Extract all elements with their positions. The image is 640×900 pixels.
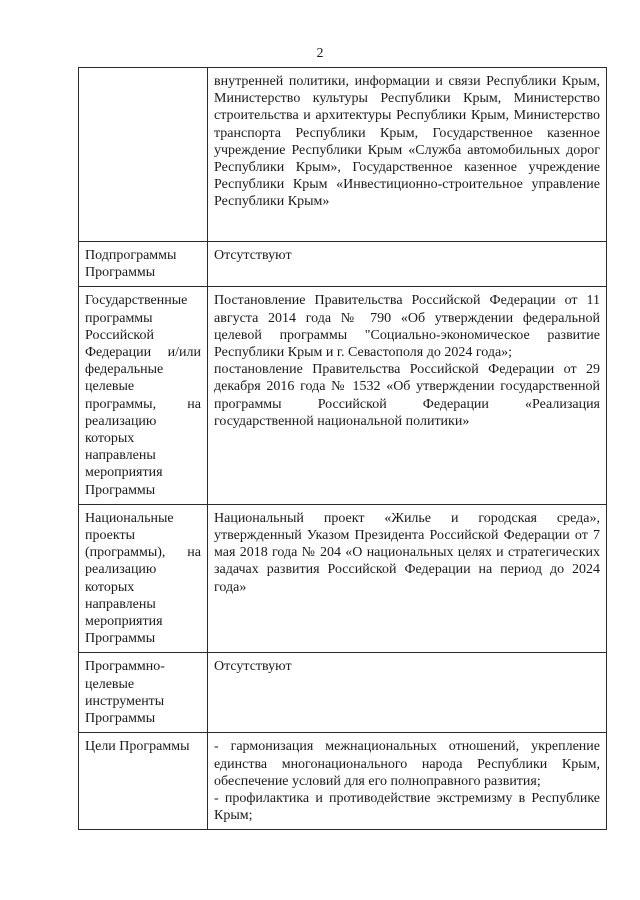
label-line: реализацию <box>85 562 157 578</box>
label-line: инструменты <box>85 693 165 709</box>
label-line: Программно- <box>85 659 165 675</box>
label-line: Государственные <box>85 293 188 309</box>
row-label-subprograms <box>79 242 208 287</box>
table-row-state-programs <box>79 287 607 504</box>
label-line: направлены <box>85 596 156 612</box>
label-line <box>85 544 201 561</box>
label-line: Программы <box>85 711 156 727</box>
label-line: программы <box>85 310 153 326</box>
row-value-program-goals <box>208 733 607 830</box>
label-word: на <box>187 396 201 412</box>
program-tools-text: Отсутствуют <box>214 659 292 675</box>
subprograms-text: Отсутствуют <box>214 248 292 263</box>
label-line: федеральные <box>85 362 164 378</box>
executors-text: внутренней политики, информации и связи Республики Крым, Министерство культуры Республики Крым, Министерство строительства и архитектуры Республики Крым, Министерство транспорта Республики Крым, Государственное казенное учреждение Республики Крым «Служба автомобильных дорог Республики Крым», Государственное казенное учреждение Республики Крым «Инвестиционно-строительное управление Республики Крым» <box>214 74 600 210</box>
label-word: программы, <box>85 396 157 412</box>
table-row-program-goals <box>79 733 607 830</box>
label-line: Программы <box>85 482 156 498</box>
table-row-subprograms <box>79 242 607 287</box>
label-line: которых <box>85 431 135 447</box>
national-projects-text: Национальный проект «Жилье и городская среда», утвержденный Указом Президента Российской Федерации от 7 мая 2018 года № 204 «О национальных целях и стратегических задачах развития Российской Федерации на период до 2024 года» <box>214 510 600 595</box>
label-line: реализацию <box>85 413 157 429</box>
goal-item: - гармонизация межнациональных отношений, укрепление единства многонационального народа Республики Крым, обеспечение условий для его полноправного развития; <box>214 739 600 789</box>
label-line <box>85 396 201 413</box>
row-value-national-projects <box>208 504 607 653</box>
label-line: Цели Программы <box>85 739 190 755</box>
row-value-state-programs <box>208 287 607 504</box>
label-line: Российской <box>85 327 154 343</box>
label-line: Национальные <box>85 510 174 526</box>
table-row-program-tools <box>79 653 607 733</box>
row-label-national-projects <box>79 504 208 653</box>
row-label-program-goals <box>79 733 208 830</box>
label-line: целевые <box>85 379 135 395</box>
row-label-empty <box>79 68 208 242</box>
row-value-program-tools <box>208 653 607 733</box>
row-value-executors <box>208 68 607 242</box>
label-line <box>85 344 201 361</box>
label-word: и/или <box>167 345 201 361</box>
row-value-subprograms <box>208 242 607 287</box>
goal-item: - профилактика и противодействие экстремизму в Республике Крым; <box>214 791 600 824</box>
table-row-executors-continued <box>79 68 607 242</box>
row-label-program-tools <box>79 653 208 733</box>
label-line: мероприятия <box>85 614 163 630</box>
label-word: (программы), <box>85 545 166 561</box>
state-program-paragraph: постановление Правительства Российской Федерации от 29 декабря 2016 года № 1532 «Об утверждении государственной программы Российской Федерации «Реализация государственной национальной политики» <box>214 362 600 429</box>
label-word: на <box>187 545 201 561</box>
label-line: целевые <box>85 676 135 692</box>
label-word: Федерации <box>85 345 152 361</box>
page-number: 2 <box>316 46 324 61</box>
row-label-state-programs <box>79 287 208 504</box>
table-row-national-projects <box>79 504 607 653</box>
label-line: Программы <box>85 265 156 281</box>
label-line: Программы <box>85 631 156 647</box>
label-line: мероприятия <box>85 465 163 481</box>
state-program-paragraph: Постановление Правительства Российской Федерации от 11 августа 2014 года № 790 «Об утверждении федеральной целевой программы "Социально-экономическое развитие Республики Крым и г. Севастополя до 2024 года»; <box>214 293 600 361</box>
label-line: Подпрограммы <box>85 248 177 263</box>
program-passport-table <box>78 67 607 830</box>
label-line: которых <box>85 579 135 595</box>
label-line: проекты <box>85 528 136 544</box>
label-line: направлены <box>85 448 156 464</box>
